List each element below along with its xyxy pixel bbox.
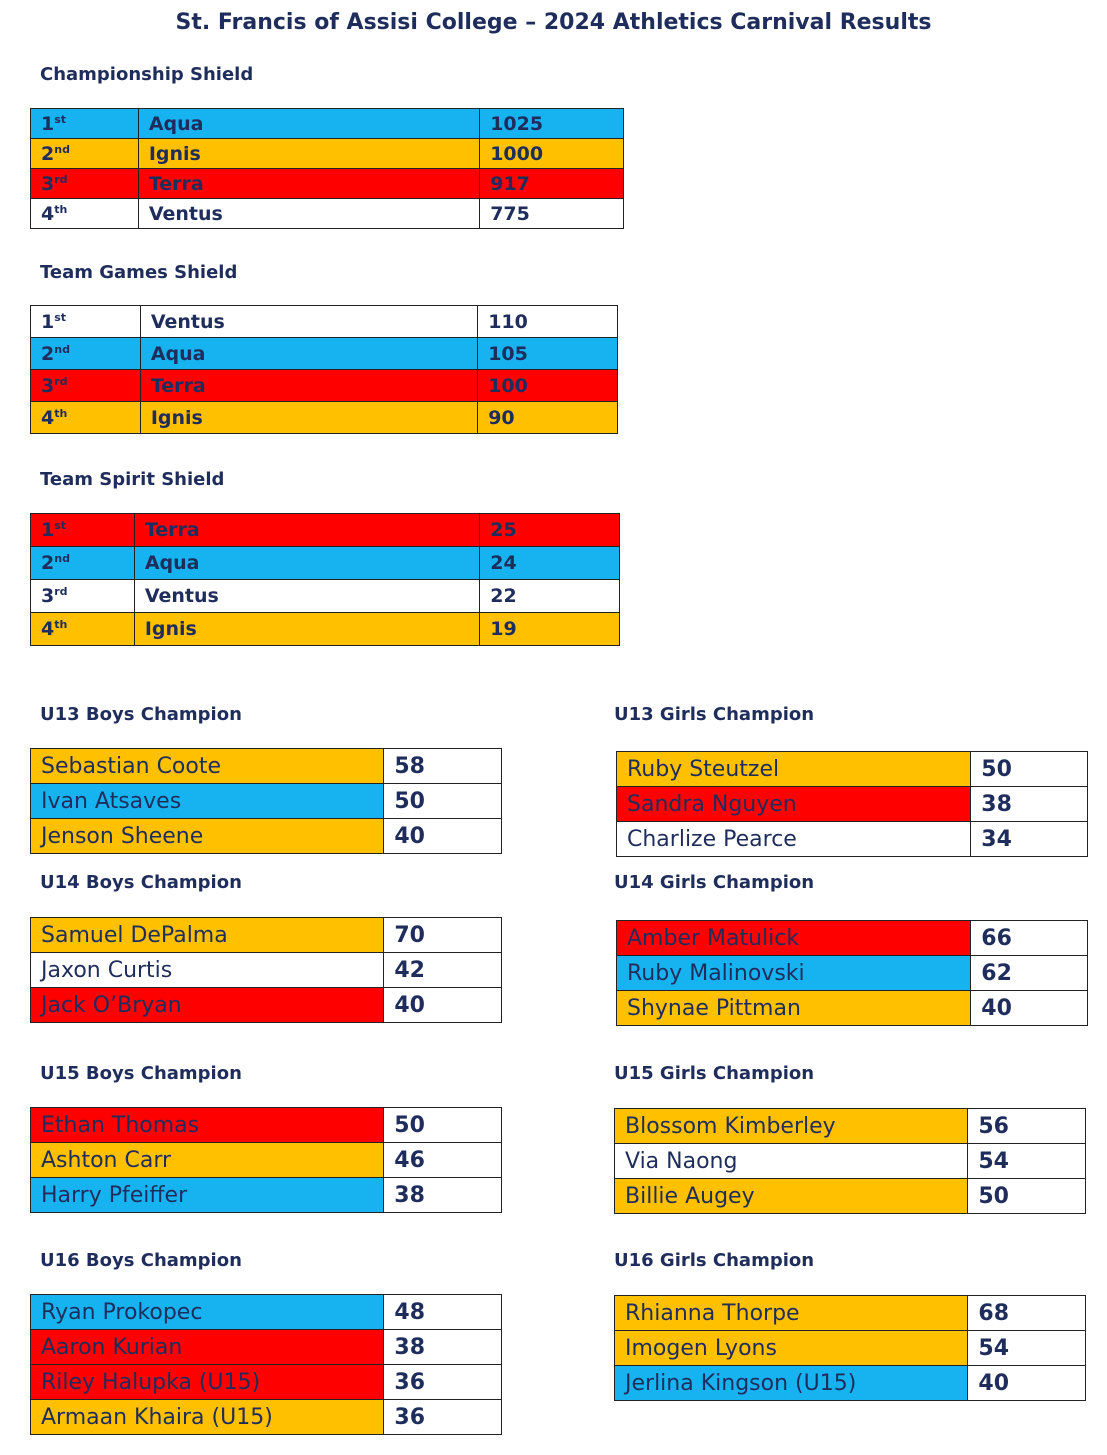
points-cell: 90 (478, 402, 618, 434)
athlete-name-cell: Ryan Prokopec (31, 1295, 384, 1330)
points-cell: 70 (384, 918, 502, 953)
place-suffix: rd (54, 374, 68, 388)
u14-boys-champion-heading: U14 Boys Champion (40, 872, 242, 893)
table-row (31, 1108, 502, 1143)
points-cell: 56 (968, 1109, 1086, 1144)
table-row (617, 956, 1088, 991)
table-row (31, 1365, 502, 1400)
place-cell (31, 199, 139, 229)
athlete-name-cell: Ruby Steutzel (617, 752, 971, 787)
place-number: 2 (41, 552, 55, 574)
u16-girls-champion-heading: U16 Girls Champion (614, 1250, 815, 1271)
points-cell: 1000 (480, 139, 624, 169)
table-row (617, 787, 1088, 822)
house-cell: Ignis (138, 139, 479, 169)
points-cell: 58 (384, 749, 502, 784)
table-row (31, 613, 620, 646)
points-cell: 36 (384, 1400, 502, 1435)
table-row (615, 1296, 1086, 1331)
athlete-name-cell: Rhianna Thorpe (615, 1296, 968, 1331)
athlete-name-cell: Blossom Kimberley (615, 1109, 968, 1144)
house-cell: Terra (138, 169, 479, 199)
house-cell: Aqua (134, 547, 479, 580)
athlete-name-cell: Samuel DePalma (31, 918, 384, 953)
points-cell: 1025 (480, 109, 624, 139)
table-row (31, 1400, 502, 1435)
u15-boys-champion-table (30, 1107, 502, 1213)
points-cell: 50 (968, 1179, 1086, 1214)
place-cell (31, 109, 139, 139)
table-row (31, 402, 618, 434)
place-cell (31, 139, 139, 169)
table-row (31, 139, 624, 169)
table-row (31, 1178, 502, 1213)
athlete-name-cell: Harry Pfeiffer (31, 1178, 384, 1213)
place-suffix: nd (54, 552, 70, 565)
athlete-name-cell: Ruby Malinovski (617, 956, 971, 991)
table-row (615, 1366, 1086, 1401)
place-cell (31, 169, 139, 199)
table-row (31, 749, 502, 784)
athlete-name-cell: Sandra Nguyen (617, 787, 971, 822)
athlete-name-cell: Sebastian Coote (31, 749, 384, 784)
table-row (31, 306, 618, 338)
house-cell: Ignis (140, 402, 477, 434)
table-row (31, 784, 502, 819)
house-cell: Aqua (140, 338, 477, 370)
points-cell: 50 (384, 1108, 502, 1143)
table-row (31, 199, 624, 229)
points-cell: 66 (971, 921, 1088, 956)
u14-girls-champion-heading: U14 Girls Champion (614, 872, 815, 893)
athlete-name-cell: Jerlina Kingson (U15) (615, 1366, 968, 1401)
table-row (31, 514, 620, 547)
table-row (615, 1331, 1086, 1366)
athlete-name-cell: Aaron Kurian (31, 1330, 384, 1365)
points-cell: 19 (480, 613, 620, 646)
place-suffix: rd (54, 585, 68, 598)
place-suffix: rd (54, 172, 68, 186)
points-cell: 54 (968, 1144, 1086, 1179)
u13-girls-champion-table (616, 751, 1088, 857)
place-number: 1 (41, 519, 55, 541)
house-cell: Ventus (138, 199, 479, 229)
u13-boys-champion-table (30, 748, 502, 854)
place-number: 2 (41, 142, 55, 165)
u15-girls-champion-heading: U15 Girls Champion (614, 1063, 815, 1084)
athlete-name-cell: Charlize Pearce (617, 822, 971, 857)
place-number: 1 (41, 310, 55, 333)
points-cell: 38 (971, 787, 1088, 822)
points-cell: 48 (384, 1295, 502, 1330)
place-number: 4 (41, 202, 55, 225)
u14-boys-champion-table (30, 917, 502, 1023)
table-row (31, 918, 502, 953)
house-cell: Terra (140, 370, 477, 402)
place-suffix: th (54, 406, 68, 420)
points-cell: 38 (384, 1330, 502, 1365)
place-cell (31, 613, 135, 646)
points-cell: 50 (971, 752, 1088, 787)
house-cell: Ignis (134, 613, 479, 646)
points-cell: 54 (968, 1331, 1086, 1366)
place-number: 3 (41, 172, 55, 195)
place-number: 4 (41, 406, 55, 429)
place-number: 1 (41, 112, 55, 135)
table-row (31, 1143, 502, 1178)
points-cell: 25 (480, 514, 620, 547)
points-cell: 40 (384, 988, 502, 1023)
u16-boys-champion-table (30, 1294, 502, 1435)
u14-girls-champion-table (616, 920, 1088, 1026)
points-cell: 68 (968, 1296, 1086, 1331)
points-cell: 40 (971, 991, 1088, 1026)
athlete-name-cell: Shynae Pittman (617, 991, 971, 1026)
table-row (615, 1109, 1086, 1144)
athlete-name-cell: Amber Matulick (617, 921, 971, 956)
table-row (615, 1144, 1086, 1179)
points-cell: 46 (384, 1143, 502, 1178)
athlete-name-cell: Via Naong (615, 1144, 968, 1179)
table-row (31, 580, 620, 613)
place-number: 3 (41, 585, 55, 607)
place-cell (31, 306, 141, 338)
athlete-name-cell: Jack O’Bryan (31, 988, 384, 1023)
table-row (617, 921, 1088, 956)
place-cell (31, 547, 135, 580)
table-row (31, 988, 502, 1023)
team-games-shield-heading: Team Games Shield (40, 262, 238, 283)
athlete-name-cell: Ethan Thomas (31, 1108, 384, 1143)
u13-girls-champion-heading: U13 Girls Champion (614, 704, 815, 725)
points-cell: 775 (480, 199, 624, 229)
place-number: 2 (41, 342, 55, 365)
house-cell: Terra (134, 514, 479, 547)
table-row (31, 953, 502, 988)
place-cell (31, 338, 141, 370)
points-cell: 40 (968, 1366, 1086, 1401)
u16-boys-champion-heading: U16 Boys Champion (40, 1250, 242, 1271)
page-title: St. Francis of Assisi College – 2024 Athletics Carnival Results (175, 10, 932, 35)
athlete-name-cell: Armaan Khaira (U15) (31, 1400, 384, 1435)
place-suffix: nd (54, 342, 70, 356)
place-suffix: th (54, 618, 68, 631)
athlete-name-cell: Jaxon Curtis (31, 953, 384, 988)
points-cell: 917 (480, 169, 624, 199)
table-row (615, 1179, 1086, 1214)
place-cell (31, 514, 135, 547)
points-cell: 50 (384, 784, 502, 819)
u15-girls-champion-table (614, 1108, 1086, 1214)
table-row (617, 822, 1088, 857)
table-row (31, 338, 618, 370)
points-cell: 24 (480, 547, 620, 580)
points-cell: 36 (384, 1365, 502, 1400)
points-cell: 34 (971, 822, 1088, 857)
points-cell: 40 (384, 819, 502, 854)
house-cell: Ventus (140, 306, 477, 338)
table-row (617, 991, 1088, 1026)
table-row (617, 752, 1088, 787)
points-cell: 62 (971, 956, 1088, 991)
athlete-name-cell: Imogen Lyons (615, 1331, 968, 1366)
table-row (31, 109, 624, 139)
place-cell (31, 580, 135, 613)
athlete-name-cell: Riley Halupka (U15) (31, 1365, 384, 1400)
team-spirit-shield-table (30, 513, 620, 646)
team-spirit-shield-heading: Team Spirit Shield (40, 469, 225, 490)
place-cell (31, 370, 141, 402)
athlete-name-cell: Jenson Sheene (31, 819, 384, 854)
points-cell: 22 (480, 580, 620, 613)
place-number: 4 (41, 618, 55, 640)
table-row (31, 819, 502, 854)
place-suffix: st (54, 310, 67, 324)
championship-shield-table (30, 108, 624, 229)
athlete-name-cell: Ivan Atsaves (31, 784, 384, 819)
table-row (31, 547, 620, 580)
points-cell: 38 (384, 1178, 502, 1213)
points-cell: 42 (384, 953, 502, 988)
place-suffix: st (54, 112, 67, 126)
points-cell: 100 (478, 370, 618, 402)
athlete-name-cell: Ashton Carr (31, 1143, 384, 1178)
place-cell (31, 402, 141, 434)
championship-shield-heading: Championship Shield (40, 64, 254, 85)
place-number: 3 (41, 374, 55, 397)
place-suffix: th (54, 202, 68, 216)
table-row (31, 1330, 502, 1365)
house-cell: Aqua (138, 109, 479, 139)
points-cell: 110 (478, 306, 618, 338)
athlete-name-cell: Billie Augey (615, 1179, 968, 1214)
table-row (31, 169, 624, 199)
team-games-shield-table (30, 305, 618, 434)
place-suffix: nd (54, 142, 70, 156)
points-cell: 105 (478, 338, 618, 370)
place-suffix: st (54, 519, 67, 532)
u13-boys-champion-heading: U13 Boys Champion (40, 704, 242, 725)
table-row (31, 1295, 502, 1330)
table-row (31, 370, 618, 402)
house-cell: Ventus (134, 580, 479, 613)
u16-girls-champion-table (614, 1295, 1086, 1401)
u15-boys-champion-heading: U15 Boys Champion (40, 1063, 242, 1084)
